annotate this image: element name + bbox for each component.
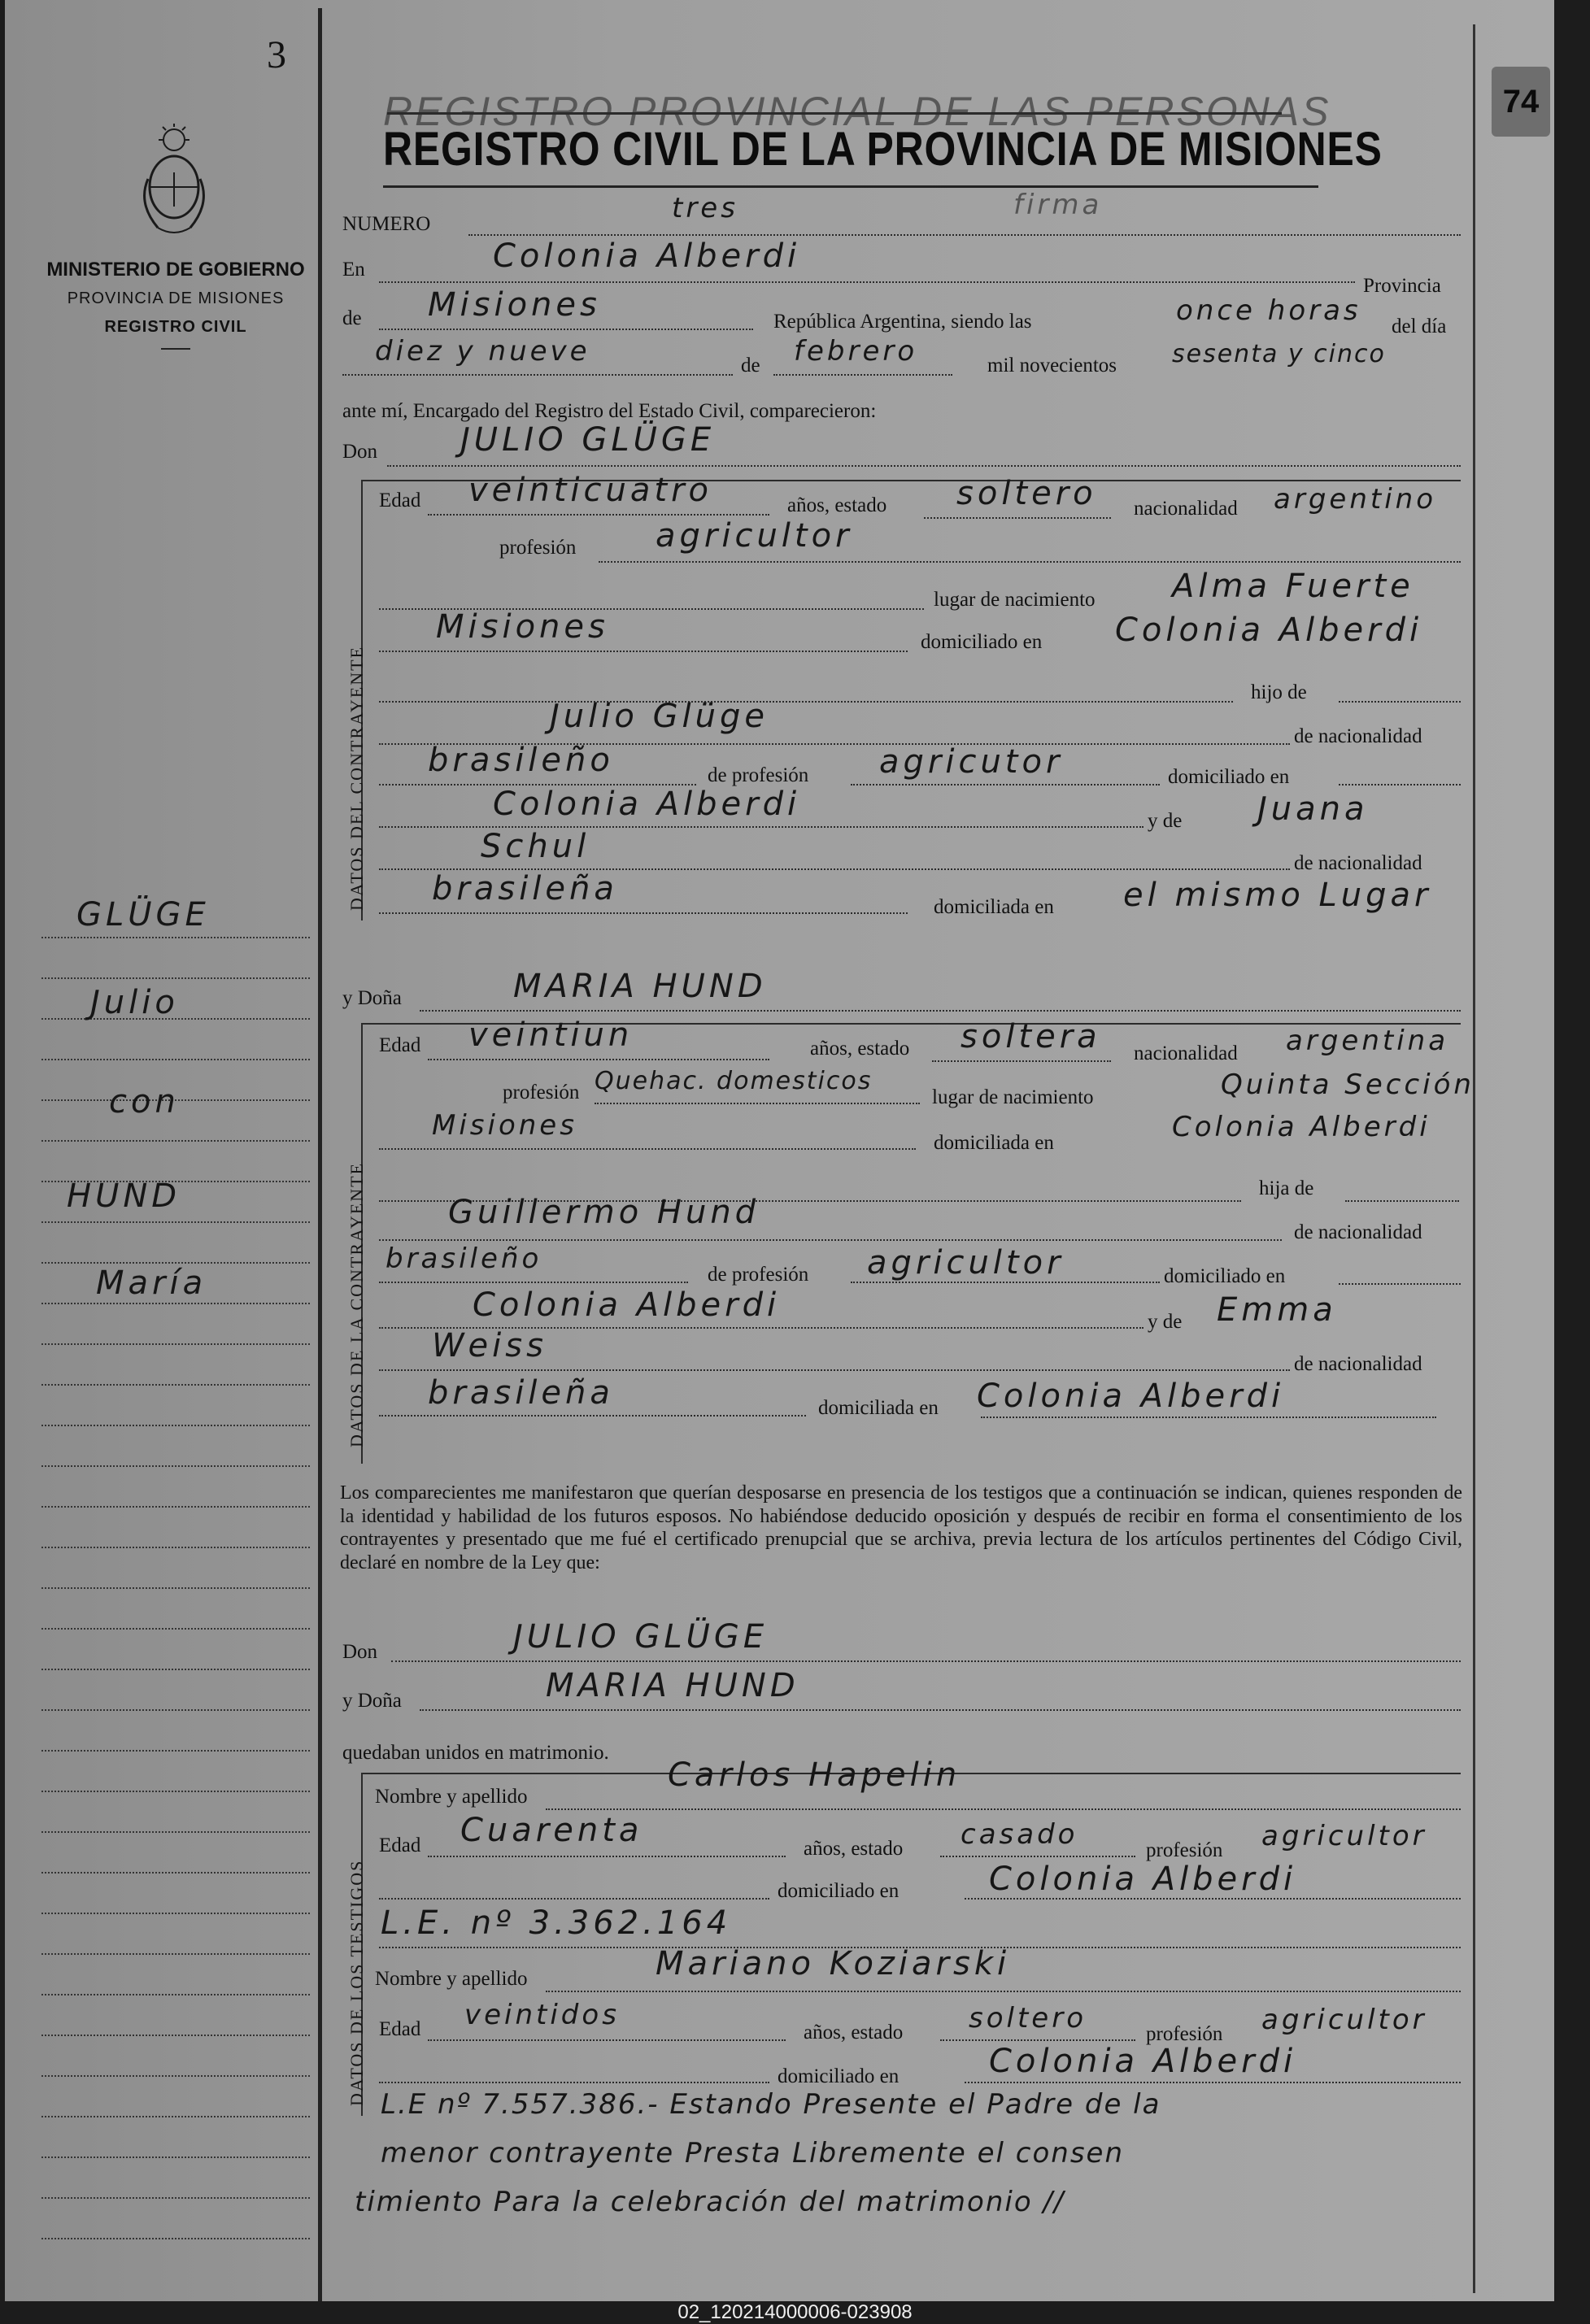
bride-mother-nat-value: brasileña (428, 1374, 614, 1412)
closing-note-line1: L.E nº 7.557.386.- Estando Presente el Padre de la (381, 2088, 1161, 2121)
witness1-edad-label: Edad (379, 1834, 421, 1856)
anio-value: sesenta y cinco (1172, 340, 1386, 368)
de-label: de (342, 307, 362, 329)
groom-mother-dom-value: el mismo Lugar (1123, 877, 1432, 914)
hora-value: once horas (1176, 294, 1361, 327)
bride-anos-estado-label: años, estado (810, 1038, 910, 1060)
groom-lugar-nac-label: lugar de nacimiento (934, 589, 1096, 611)
bride-y-de-label: y de (1148, 1311, 1183, 1333)
bride-domicilio-value: Colonia Alberdi (1172, 1111, 1431, 1143)
witness2-profesion-value: agricultor (1261, 2004, 1427, 2036)
groom-anos-estado-label: años, estado (787, 494, 887, 516)
groom-lugar-prov: Misiones (436, 608, 609, 646)
bride-edad-value: veintiun (468, 1016, 634, 1054)
bride-nacionalidad-value: argentina (1286, 1025, 1449, 1057)
witness1-profesion-value: agricultor (1261, 1820, 1427, 1852)
witness2-dom-value: Colonia Alberdi (989, 2043, 1297, 2080)
witness2-estado-value: soltero (969, 2002, 1087, 2035)
bride-mother-dom-value: Colonia Alberdi (977, 1377, 1285, 1415)
bride-mother-nat-label: de nacionalidad (1294, 1353, 1422, 1375)
bride-mother-first: Emma (1217, 1291, 1337, 1329)
ministry-name: MINISTERIO DE GOBIERNO (46, 259, 305, 281)
title-underline (383, 185, 1318, 188)
witness1-dom-label: domiciliado en (778, 1880, 900, 1902)
coat-of-arms-icon (133, 122, 215, 244)
bride-father-dom-label: domiciliado en (1164, 1265, 1286, 1287)
witness2-dom-label: domiciliado en (778, 2065, 900, 2087)
mes-value: febrero (794, 335, 918, 368)
margin-surname-groom: GLÜGE (76, 896, 210, 934)
declared-dona-value: MARIA HUND (546, 1667, 799, 1704)
groom-father-dom-value: Colonia Alberdi (493, 786, 801, 823)
witness2-edad-value: veintidos (464, 1999, 620, 2031)
side-label-witness: DATOS DE LOS TESTIGOS (346, 1859, 367, 2106)
provincia-label: Provincia (1363, 275, 1441, 297)
bride-lugar-prov: Misiones (432, 1109, 577, 1142)
groom-father-prof-label: de profesión (708, 764, 809, 786)
witness1-estado-value: casado (961, 1818, 1078, 1851)
ante-mi-text: ante mí, Encargado del Registro del Estado Civil, comparecieron: (342, 400, 877, 422)
ministry-header (37, 259, 314, 350)
groom-name: JULIO GLÜGE (460, 421, 716, 459)
numero-label: NUMERO (342, 213, 431, 235)
witness2-anos-estado-label: años, estado (804, 2022, 904, 2043)
groom-father-dom-label: domiciliado en (1168, 766, 1290, 788)
ministry-province: PROVINCIA DE MISIONES (67, 289, 285, 307)
bride-father-dom-value: Colonia Alberdi (473, 1286, 781, 1324)
ministry-rule (161, 348, 190, 350)
witness1-nombre-label: Nombre y apellido (375, 1786, 528, 1808)
groom-lugar-nac-value: Alma Fuerte (1172, 568, 1414, 605)
margin-name-groom: Julio (90, 984, 179, 1021)
bride-lugar-nac-value: Quinta Sección (1221, 1068, 1475, 1101)
groom-nacionalidad-label: nacionalidad (1134, 498, 1238, 520)
groom-edad-value: veinticuatro (468, 472, 712, 509)
bride-father-prof-label: de profesión (708, 1264, 809, 1286)
groom-mother-first: Juana (1257, 790, 1369, 828)
groom-mother-nat-value: brasileña (432, 870, 618, 907)
en-label: En (342, 259, 365, 281)
bride-father-prof-value: agricultor (867, 1244, 1065, 1282)
y-dona-label: y Doña (342, 987, 402, 1009)
bride-name: MARIA HUND (513, 968, 767, 1005)
de-mes-label: de (741, 355, 760, 376)
bride-profesion-label: profesión (503, 1081, 580, 1103)
groom-y-de-label: y de (1148, 810, 1183, 832)
right-edge-rule (1473, 24, 1475, 2293)
witness2-nombre-label: Nombre y apellido (375, 1968, 528, 1990)
witness1-anos-estado-label: años, estado (804, 1838, 904, 1860)
ministry-registry: REGISTRO CIVIL (104, 318, 247, 336)
witness1-name: Carlos Hapelin (668, 1756, 961, 1794)
groom-hijo-de-label: hijo de (1251, 681, 1307, 703)
del-dia-label: del día (1392, 316, 1447, 337)
declared-don-value: JULIO GLÜGE (513, 1618, 769, 1656)
document-page (5, 0, 1554, 2301)
groom-profesion-label: profesión (499, 537, 577, 559)
groom-father-nat-label: de nacionalidad (1294, 725, 1422, 747)
folio-stamp: 74 (1492, 67, 1550, 137)
scan-footer-id: 02_120214000006-023908 (677, 2301, 913, 2323)
bride-domiciliada-label: domiciliada en (934, 1132, 1054, 1154)
groom-father-prof-value: agricutor (879, 743, 1064, 781)
groom-edad-label: Edad (379, 490, 421, 511)
closing-note-line3: timiento Para la celebración del matrimonio // (355, 2186, 1065, 2218)
declared-dona-label: y Doña (342, 1690, 402, 1712)
quedaban-text: quedaban unidos en matrimonio. (342, 1742, 609, 1764)
don-label: Don (342, 441, 378, 463)
bride-father-nat-value: brasileño (386, 1243, 542, 1275)
closing-note-line2: menor contrayente Presta Libremente el consen (381, 2137, 1125, 2170)
struck-title-rule (387, 112, 1282, 115)
witness2-name: Mariano Koziarski (656, 1945, 1011, 1982)
bride-lugar-nac-label: lugar de nacimiento (932, 1086, 1094, 1108)
side-label-bride: DATOS DE LA CONTRAYENTE (346, 1162, 367, 1447)
provincia-value: Misiones (428, 286, 601, 324)
numero-value: tres (672, 192, 738, 224)
groom-mother-last: Schul (481, 828, 590, 865)
groom-profesion-value: agricultor (656, 517, 853, 555)
official-signature: firma (1013, 189, 1103, 221)
witness1-le: L.E. nº 3.362.164 (381, 1904, 732, 1942)
groom-father-nat-value: brasileño (428, 742, 614, 779)
mil-novecientos-label: mil novecientos (987, 355, 1117, 376)
dia-value: diez y nueve (375, 335, 590, 368)
bride-edad-label: Edad (379, 1034, 421, 1056)
declared-don-label: Don (342, 1641, 378, 1663)
margin-connector: con (109, 1083, 180, 1121)
groom-nacionalidad-value: argentino (1274, 483, 1436, 516)
bride-mother-dom-label: domiciliada en (818, 1397, 939, 1419)
groom-domiciliado-label: domiciliado en (921, 631, 1043, 653)
margin-separator (318, 8, 322, 2301)
witness2-edad-label: Edad (379, 2018, 421, 2040)
en-value: Colonia Alberdi (493, 237, 801, 275)
struck-title: REGISTRO PROVINCIAL DE LAS PERSONAS (383, 89, 1331, 134)
page-title: REGISTRO CIVIL DE LA PROVINCIA DE MISIONES (383, 123, 1383, 176)
groom-mother-dom-label: domiciliada en (934, 896, 1054, 918)
bride-estado-value: soltera (961, 1018, 1101, 1055)
witness1-profesion-label: profesión (1146, 1839, 1223, 1861)
witness2-profesion-label: profesión (1146, 2023, 1223, 2045)
margin-surname-bride: HUND (67, 1177, 181, 1215)
witness1-edad-value: Cuarenta (460, 1812, 643, 1849)
groom-mother-nat-label: de nacionalidad (1294, 852, 1422, 874)
declaration-paragraph: Los comparecientes me manifestaron que querían desposarse en presencia de los testigos que a continuación se indican, quienes responden de la identidad y habilidad de los futuros esposos. No habiéndose deducido oposición y después de recibir en forma el consentimiento de los contrayentes y presentado que me fué el certificado prenupcial que se archiva, previa lectura de los artículos pertinentes del Código Civil, declaré en nombre de la Ley que: (340, 1482, 1462, 1573)
witness1-dom-value: Colonia Alberdi (989, 1861, 1297, 1898)
bride-hija-de-label: hija de (1259, 1177, 1314, 1199)
bride-mother-last: Weiss (432, 1327, 547, 1364)
groom-domicilio-value: Colonia Alberdi (1115, 611, 1423, 649)
republica-label: República Argentina, siendo las (773, 311, 1032, 333)
folio-number: 3 (267, 33, 286, 76)
groom-father-name: Julio Glüge (550, 698, 769, 735)
margin-name-bride: María (96, 1264, 207, 1302)
groom-estado-value: soltero (956, 475, 1097, 512)
bride-father-name: Guillermo Hund (448, 1194, 760, 1231)
bride-father-nat-label: de nacionalidad (1294, 1221, 1422, 1243)
bride-nacionalidad-label: nacionalidad (1134, 1042, 1238, 1064)
side-label-groom: DATOS DEL CONTRAYENTE (346, 646, 367, 911)
bride-profesion-value: Quehac. domesticos (595, 1067, 873, 1095)
